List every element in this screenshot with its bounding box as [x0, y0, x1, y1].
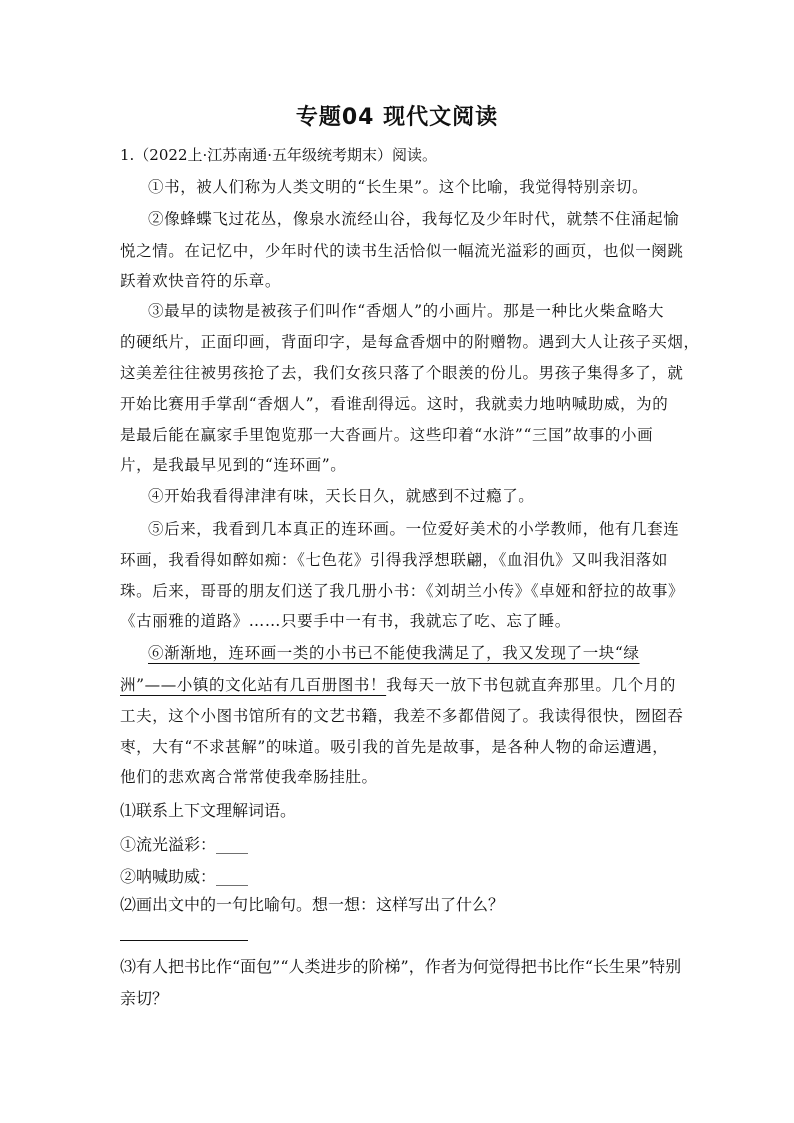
question-2: ⑵画出文中的一句比喻句。想一想：这样写出了什么？ — [120, 895, 505, 914]
passage-line: 的硬纸片，正面印画，背面印字，是每盒香烟中的附赠物。遇到大人让孩子买烟， — [120, 333, 700, 351]
passage-line: 是最后能在赢家手里饱览那一大沓画片。这些印着“水浒”“三国”故事的小画 — [120, 426, 654, 444]
passage-line: 片，是我最早见到的“连环画”。 — [120, 456, 347, 474]
question-header: 1.（2022上·江苏南通·五年级统考期末）阅读。 — [120, 146, 438, 164]
underlined-passage-line: ⑥渐渐地，连环画一类的小书已不能使我满足了，我又发现了一块“绿 — [148, 644, 640, 662]
question-3-line2: 亲切？ — [120, 989, 169, 1008]
underlined-sentence-end: 洲”——小镇的文化站有几百册图书！ — [120, 676, 387, 694]
passage-line: ②像蜂蝶飞过花丛，像泉水流经山谷，我每忆及少年时代，就禁不住涌起愉 — [148, 210, 680, 228]
passage-line: ①书，被人们称为人类文明的“长生果”。这个比喻，我觉得特别亲切。 — [148, 178, 649, 196]
passage-line — [120, 674, 676, 696]
page-title: 专题04 现代文阅读 — [295, 105, 499, 130]
passage-line: 枣，大有“不求甚解”的味道。吸引我的首先是故事，是各种人物的命运遭遇， — [120, 738, 669, 756]
passage-line: ③最早的读物是被孩子们叫作“香烟人”的小画片。那是一种比火柴盒略大 — [148, 302, 665, 320]
passage-continuation: 我每天一放下书包就直奔那里。几个月的 — [386, 676, 676, 694]
passage-line: 《古丽雅的道路》……只要手中一有书，我就忘了吃、忘了睡。 — [120, 612, 571, 630]
passage-line: 悦之情。在记忆中，少年时代的读书生活恰似一幅流光溢彩的画页，也似一阕跳 — [120, 242, 684, 260]
passage-line: ⑤后来，我看到几本真正的连环画。一位爱好美术的小学教师，他有几套连 — [148, 520, 680, 538]
passage-line: 跃着欢快音符的乐章。 — [120, 272, 282, 290]
question-1b: ②呐喊助威：____ — [120, 867, 249, 886]
answer-line — [120, 940, 248, 941]
question-3-line1: ⑶有人把书比作“面包”“人类进步的阶梯”，作者为何觉得把书比作“长生果”特别 — [120, 957, 682, 976]
passage-line: 珠。后来，哥哥的朋友们送了我几册小书：《刘胡兰小传》《卓娅和舒拉的故事》 — [120, 582, 685, 600]
passage-line: 他们的悲欢离合常常使我牵肠挂肚。 — [120, 768, 378, 786]
question-1: ⑴联系上下文理解词语。 — [120, 801, 297, 820]
question-1a: ①流光溢彩：____ — [120, 835, 249, 854]
passage-line: ④开始我看得津津有味，天长日久，就感到不过瘾了。 — [148, 487, 535, 505]
passage-line: 工夫，这个小图书馆所有的文艺书籍，我差不多都借阅了。我读得很快，囫囵吞 — [120, 707, 684, 725]
passage-line: 这美差往往被男孩抢了去，我们女孩只落了个眼羡的份儿。男孩子集得多了，就 — [120, 364, 684, 382]
passage-line: 环画，我看得如醉如痴：《七色花》引得我浮想联翩，《血泪仇》又叫我泪落如 — [120, 551, 669, 569]
passage-line: 开始比赛用手掌刮“香烟人”，看谁刮得远。这时，我就卖力地呐喊助威，为的 — [120, 395, 669, 413]
